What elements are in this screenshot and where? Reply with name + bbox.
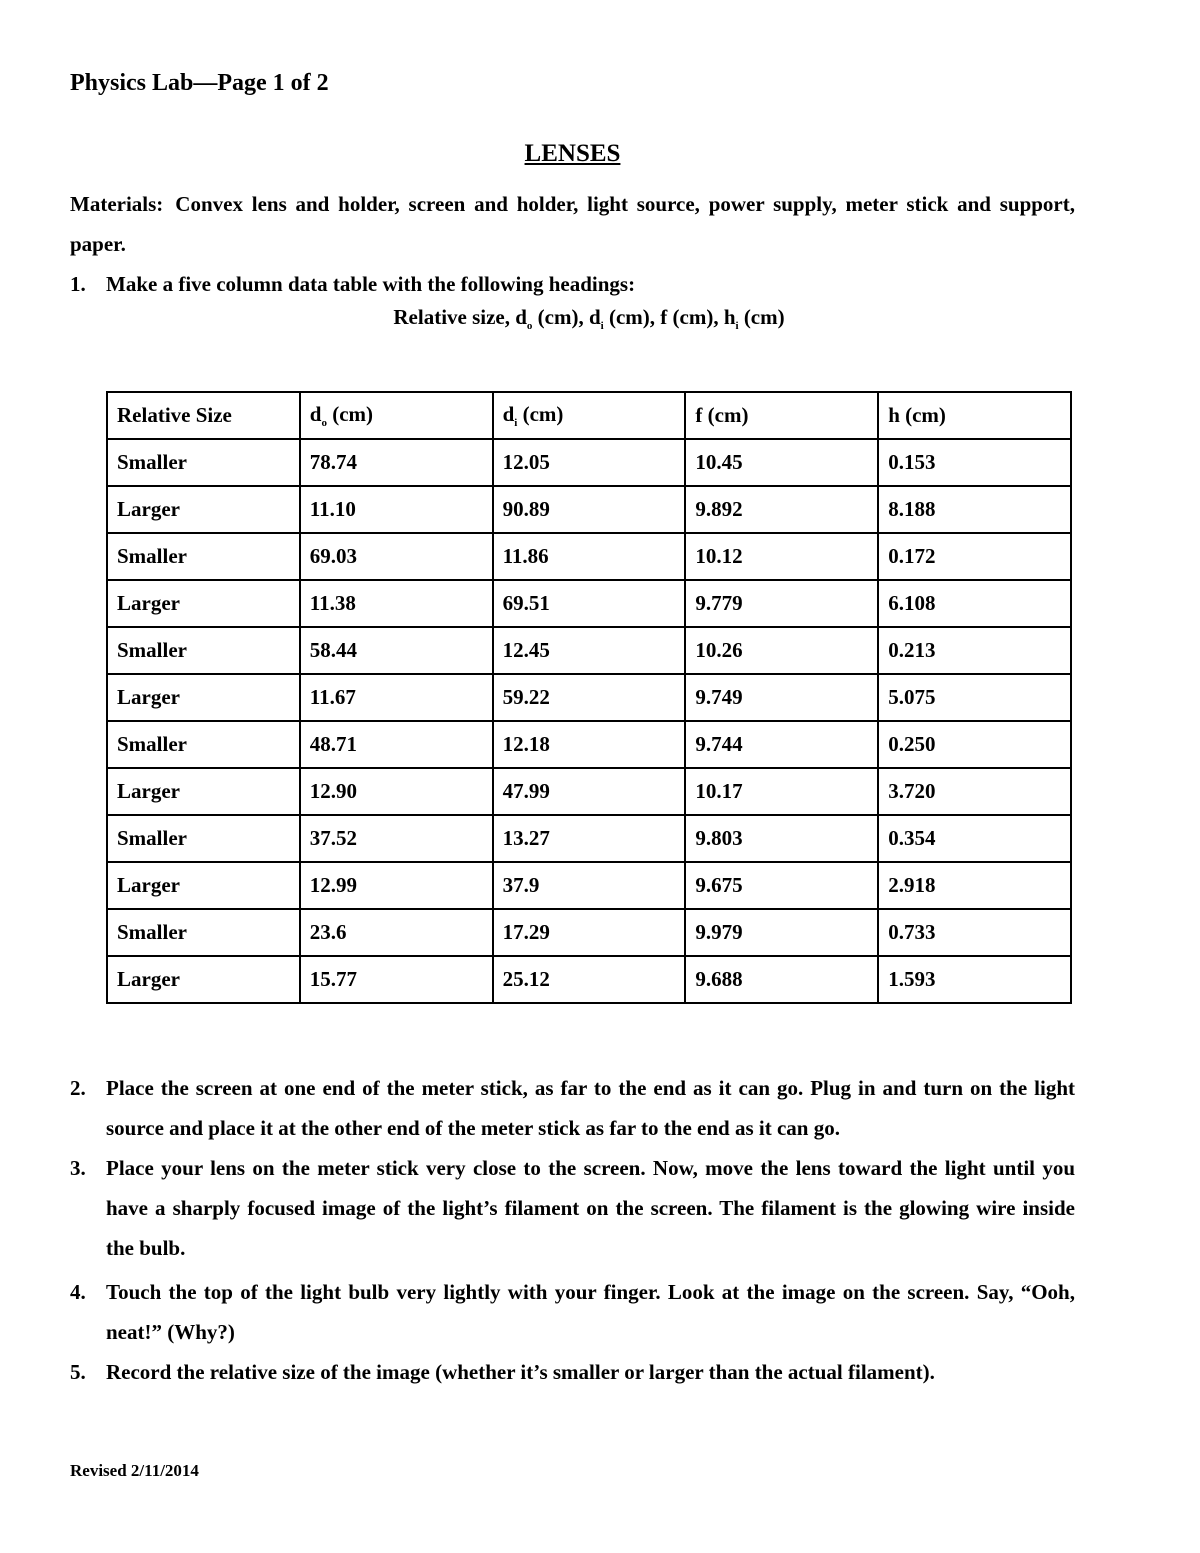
header-text: d	[309, 401, 322, 426]
table-row	[107, 815, 1071, 862]
step-text: Place the screen at one end of the meter stick, as far to the end as it can go. Plug in and turn on the light source and place it at the other end of the meter stick as far to the end as it can go.	[106, 1076, 1075, 1140]
table-cell: 17.29	[493, 909, 686, 956]
step-number: 2.	[70, 1076, 86, 1100]
headings-subscript: i	[735, 320, 739, 333]
table-cell: Larger	[107, 486, 300, 533]
table-cell: 0.733	[878, 909, 1071, 956]
step-text: Touch the top of the light bulb very lightly with your finger. Look at the image on the screen. Say, “Ooh, neat!” (Why?)	[106, 1280, 1075, 1344]
step-text: Make a five column data table with the following headings:	[106, 272, 636, 296]
table-cell: 5.075	[878, 674, 1071, 721]
table-cell: 10.17	[685, 768, 878, 815]
table-cell: 2.918	[878, 862, 1071, 909]
headings-part: Relative size, d	[393, 305, 527, 329]
headings-part: (cm)	[738, 305, 785, 329]
table-cell: 9.675	[685, 862, 878, 909]
column-header-image-height	[878, 392, 1071, 439]
table-cell: 11.86	[493, 533, 686, 580]
header-text: f (cm)	[695, 403, 749, 427]
page-header: Physics Lab—Page 1 of 2	[70, 70, 329, 96]
table-cell: 59.22	[493, 674, 686, 721]
table-cell: Larger	[107, 862, 300, 909]
table-cell: 23.6	[300, 909, 493, 956]
header-unit: (cm)	[326, 401, 374, 426]
table-cell: 12.90	[300, 768, 493, 815]
table-cell: 9.892	[685, 486, 878, 533]
table-cell: 58.44	[300, 627, 493, 674]
table-cell: 10.45	[685, 439, 878, 486]
table-cell: Smaller	[107, 815, 300, 862]
table-cell: 9.749	[685, 674, 878, 721]
table-cell: Smaller	[107, 533, 300, 580]
table-cell: 12.05	[493, 439, 686, 486]
headings-subscript: o	[526, 320, 533, 333]
table-cell: 15.77	[300, 956, 493, 1003]
table-row	[107, 768, 1071, 815]
step-number: 1.	[70, 272, 86, 296]
table-cell: 8.188	[878, 486, 1071, 533]
table-cell: 47.99	[493, 768, 686, 815]
step-number: 3.	[70, 1156, 86, 1180]
table-cell: 11.38	[300, 580, 493, 627]
headings-subscript: i	[600, 320, 604, 333]
table-cell: Smaller	[107, 439, 300, 486]
table-cell: 12.18	[493, 721, 686, 768]
table-headings-line	[0, 305, 1178, 332]
table-row	[107, 533, 1071, 580]
table-cell: 0.354	[878, 815, 1071, 862]
headings-part: (cm), f (cm), h	[603, 305, 736, 329]
table-cell: 69.51	[493, 580, 686, 627]
materials-text: Convex lens and holder, screen and holder, light source, power supply, meter stick and support, paper.	[70, 192, 1075, 256]
step-text: Record the relative size of the image (whether it’s smaller or larger than the actual filament).	[106, 1360, 935, 1384]
table-cell: 48.71	[300, 721, 493, 768]
table-cell: 25.12	[493, 956, 686, 1003]
table-row	[107, 721, 1071, 768]
table-row	[107, 674, 1071, 721]
table-cell: 12.99	[300, 862, 493, 909]
table-cell: 1.593	[878, 956, 1071, 1003]
table-cell: 78.74	[300, 439, 493, 486]
table-row	[107, 580, 1071, 627]
document-title: LENSES	[524, 140, 621, 167]
table-cell: Larger	[107, 674, 300, 721]
table-cell: 37.9	[493, 862, 686, 909]
column-header-object-distance	[300, 392, 493, 439]
table-cell: 9.688	[685, 956, 878, 1003]
column-header-image-distance	[493, 392, 686, 439]
materials-paragraph	[70, 184, 1075, 264]
table-cell: 9.744	[685, 721, 878, 768]
table-row	[107, 627, 1071, 674]
column-header-focal-length	[685, 392, 878, 439]
table-cell: Smaller	[107, 909, 300, 956]
table-cell: Smaller	[107, 721, 300, 768]
table-cell: Smaller	[107, 627, 300, 674]
step-3	[70, 1148, 1075, 1268]
header-subscript: o	[321, 417, 327, 430]
table-cell: 69.03	[300, 533, 493, 580]
header-text: d	[502, 401, 515, 426]
step-5	[70, 1352, 1075, 1392]
step-4	[70, 1272, 1075, 1352]
table-cell: Larger	[107, 768, 300, 815]
revision-date: Revised 2/11/2014	[70, 1461, 199, 1480]
table-cell: 0.213	[878, 627, 1071, 674]
table-cell: 9.779	[685, 580, 878, 627]
table-row	[107, 439, 1071, 486]
table-cell: 10.26	[685, 627, 878, 674]
materials-label: Materials:	[70, 192, 164, 216]
table-header-row	[107, 392, 1071, 439]
table-cell: 11.10	[300, 486, 493, 533]
table-cell: 9.803	[685, 815, 878, 862]
step-2	[70, 1068, 1075, 1148]
table-cell: 6.108	[878, 580, 1071, 627]
table-row	[107, 486, 1071, 533]
header-text: h (cm)	[888, 403, 946, 427]
table-cell: 90.89	[493, 486, 686, 533]
step-text: Place your lens on the meter stick very close to the screen. Now, move the lens toward the light until you have a sharply focused image of the light’s filament on the screen. The filament is the glowing wire inside the bulb.	[106, 1156, 1075, 1260]
table-cell: Larger	[107, 580, 300, 627]
step-1	[70, 264, 1075, 304]
step-number: 4.	[70, 1280, 86, 1304]
table-cell: 37.52	[300, 815, 493, 862]
table-cell: Larger	[107, 956, 300, 1003]
table-cell: 0.250	[878, 721, 1071, 768]
table-cell: 13.27	[493, 815, 686, 862]
header-subscript: i	[514, 417, 518, 430]
table-cell: 0.172	[878, 533, 1071, 580]
table-row	[107, 956, 1071, 1003]
headings-part: (cm), d	[532, 305, 601, 329]
table-body	[107, 439, 1071, 1003]
table-cell: 10.12	[685, 533, 878, 580]
table-cell: 0.153	[878, 439, 1071, 486]
table-cell: 11.67	[300, 674, 493, 721]
data-table	[106, 391, 1072, 1004]
table-cell: 12.45	[493, 627, 686, 674]
table-row	[107, 862, 1071, 909]
header-text: Relative Size	[117, 403, 232, 427]
table-cell: 9.979	[685, 909, 878, 956]
column-header-relative-size	[107, 392, 300, 439]
table-row	[107, 909, 1071, 956]
table-cell: 3.720	[878, 768, 1071, 815]
header-unit: (cm)	[517, 401, 564, 426]
step-number: 5.	[70, 1360, 86, 1384]
